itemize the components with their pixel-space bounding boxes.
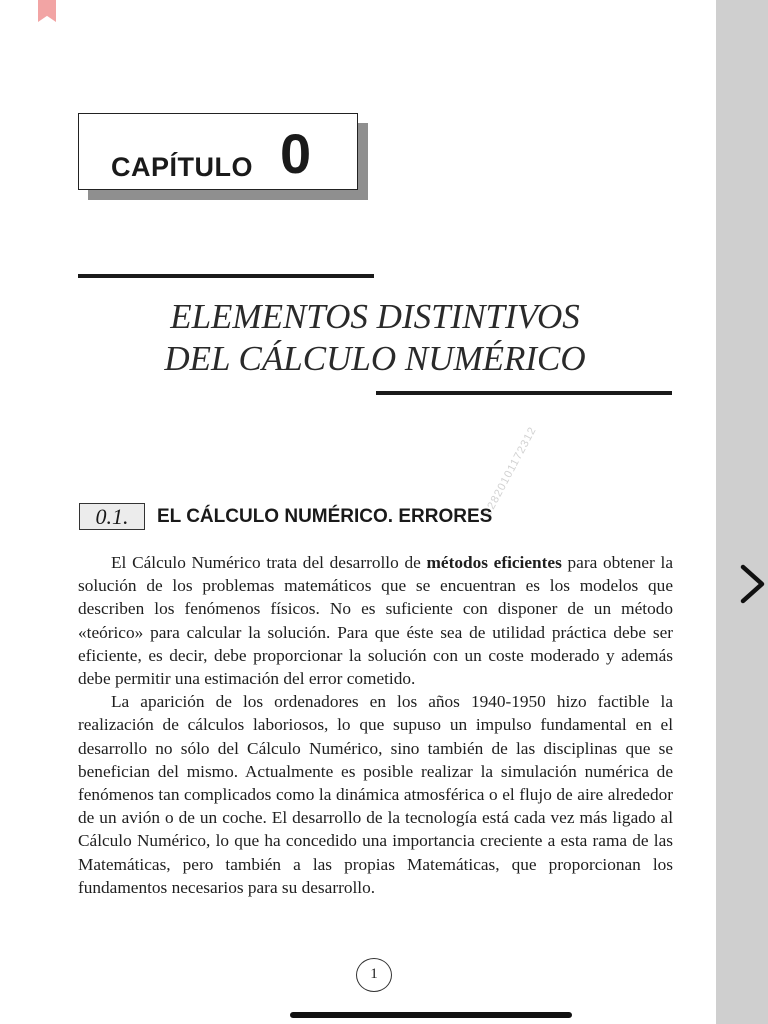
- side-panel: [716, 0, 768, 1024]
- chapter-label: CAPÍTULO: [111, 152, 253, 182]
- chapter-title-line-1: ELEMENTOS DISTINTIVOS: [170, 297, 580, 336]
- paragraph-2: La aparición de los ordenadores en los años 1940-1950 hizo factible la realización de cálculos laboriosos, lo que supuso un impulso fundamental en el desarrollo no sólo del Cálculo Numérico, sino también de las disciplinas que se benefician del mismo. Actualmente es posible realizar la simulación numérica de fenómenos tan complicados como la dinámica atmosférica o el flujo de aire alrededor de un avión o de un coche. El desarrollo de la tecnología está cada vez más ligado al Cálculo Numérico, lo que ha concedido una importancia creciente a esta rama de las Matemáticas, pero también a las propias Matemáticas, que proporcionan los fundamentos necesarios para su desarrollo.: [78, 692, 673, 897]
- section-number-box: [79, 503, 145, 530]
- chapter-number: 0: [280, 122, 312, 185]
- chapter-heading-box: [78, 113, 358, 190]
- section-number: 0.1.: [95, 504, 129, 529]
- paragraph-1-rest: para obtener la solución de los problemas matemáticos que se encuentran es los modelos que describen los fenómenos físicos. No es suficiente con disponer de un método «teórico» para calcular la solución. Para que éste sea de utilidad práctica debe ser eficiente, es decir, debe proporcionar la solución con un coste moderado y además debe permitir una estimación del error cometido.: [78, 553, 673, 689]
- watermark-text: 92820101172312: [482, 424, 539, 518]
- title-rule-bottom: [376, 391, 672, 395]
- bookmark-icon[interactable]: [38, 0, 56, 22]
- section-title: EL CÁLCULO NUMÉRICO. ERRORES: [157, 506, 493, 527]
- paragraph-1: [78, 551, 673, 690]
- home-indicator[interactable]: [290, 1012, 572, 1018]
- chapter-title: [78, 296, 672, 380]
- chevron-right-icon[interactable]: [734, 564, 768, 604]
- paragraph-1-start: El Cálculo Numérico trata del desarrollo de: [111, 553, 427, 572]
- page-number: 1: [356, 958, 392, 992]
- chapter-title-line-2: DEL CÁLCULO NUMÉRICO: [164, 339, 586, 378]
- paragraph-1-emphasis: métodos eficientes: [426, 553, 562, 572]
- title-rule-top: [78, 274, 374, 278]
- body-text: [78, 551, 673, 899]
